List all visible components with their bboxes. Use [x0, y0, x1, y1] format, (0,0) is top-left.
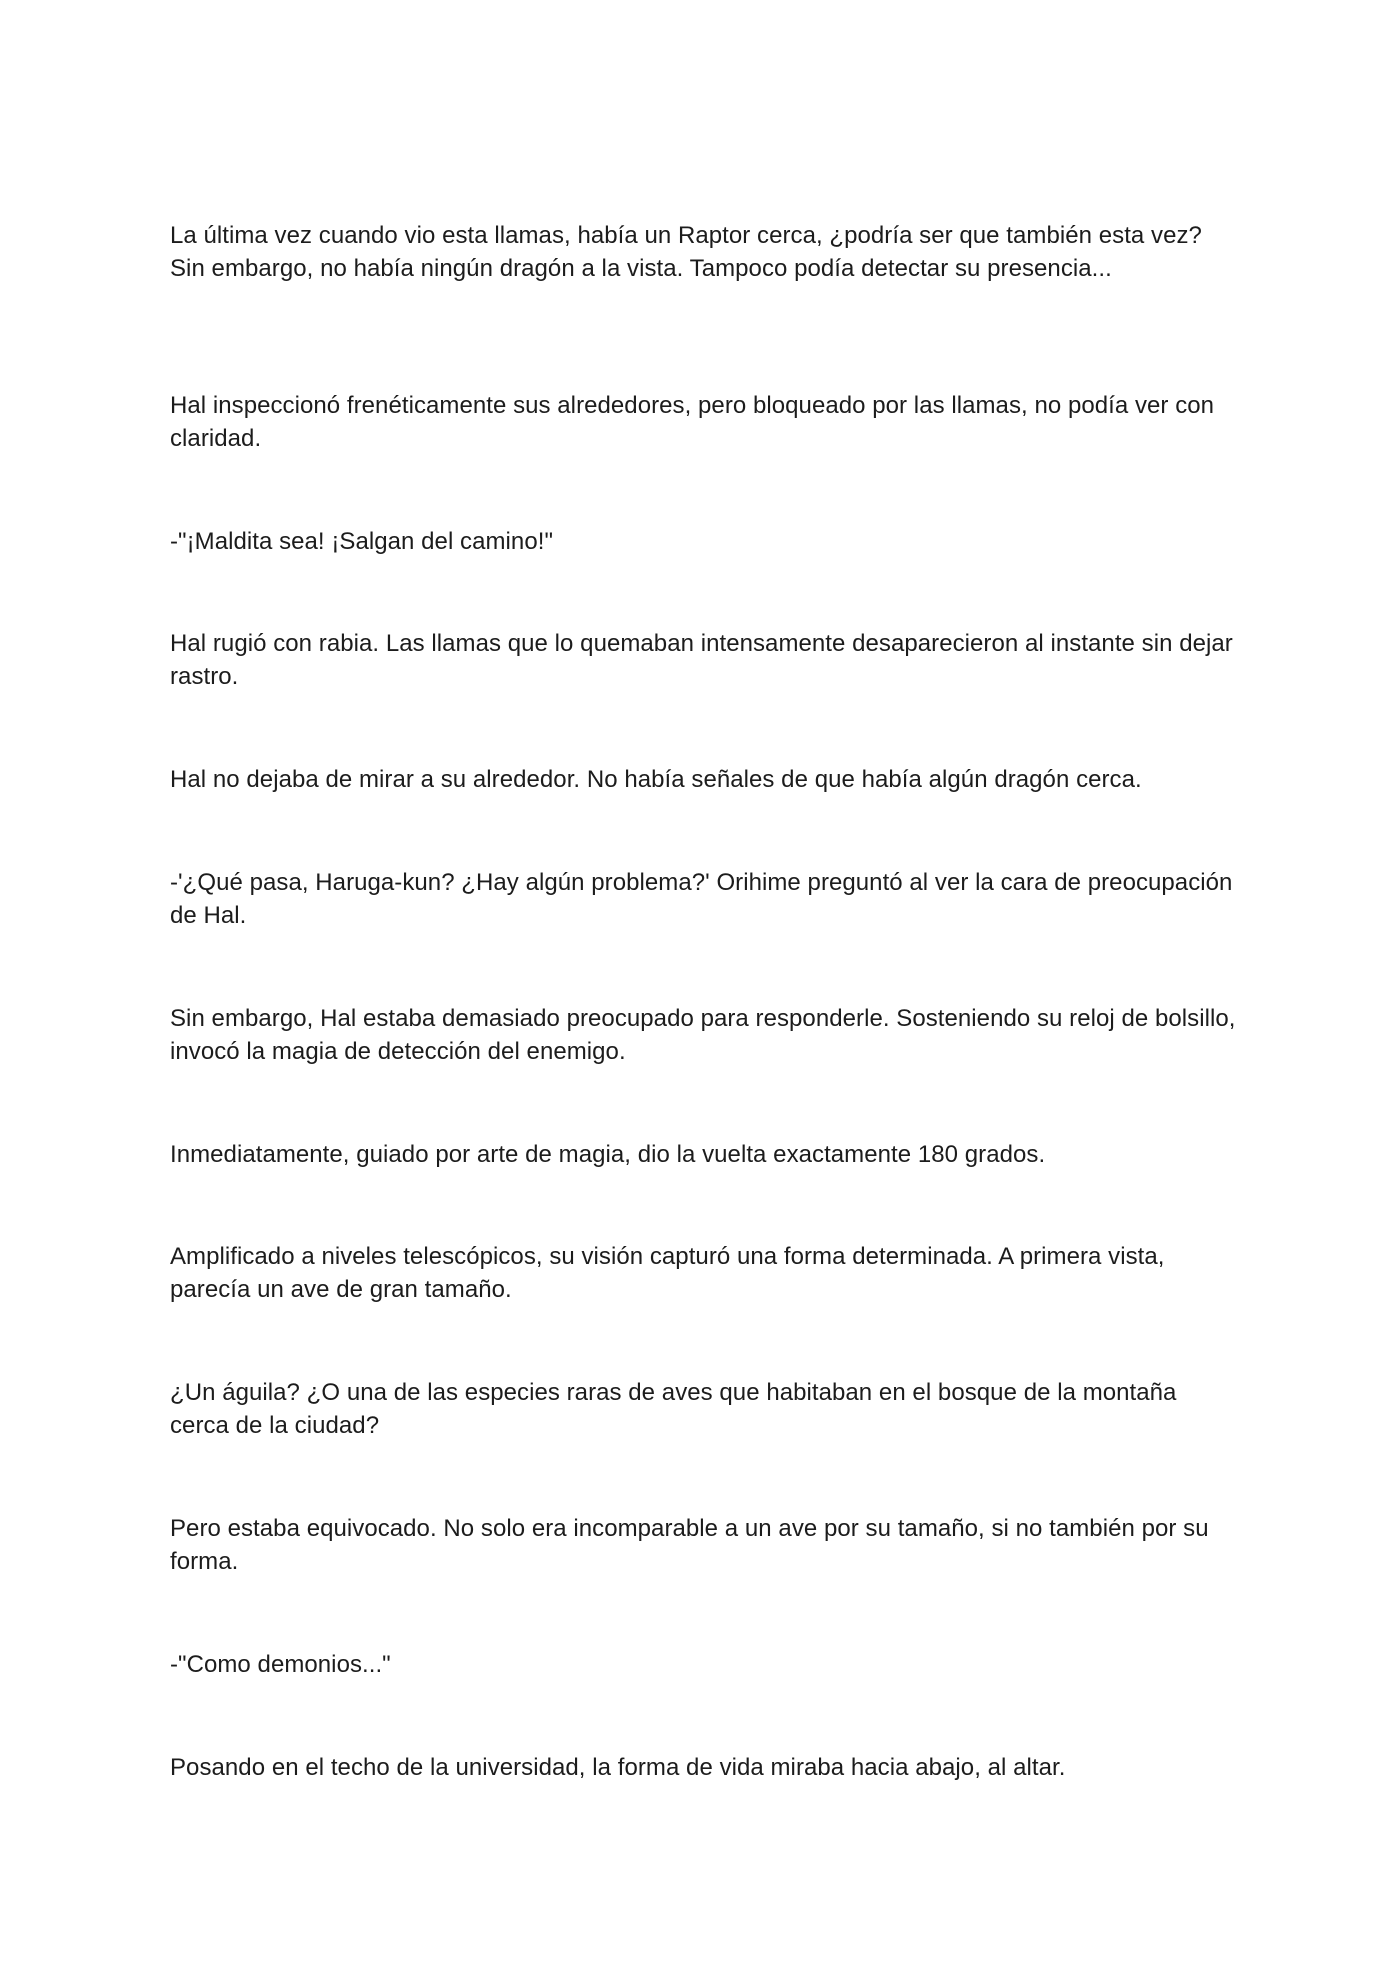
- paragraph-11: Pero estaba equivocado. No solo era incomparable a un ave por su tamaño, si no también por su forma.: [170, 1515, 1209, 1575]
- paragraph-6: -'¿Qué pasa, Haruga-kun? ¿Hay algún problema?' Orihime preguntó al ver la cara de preocupación de Hal.: [170, 869, 1233, 929]
- paragraph-3: -"¡Maldita sea! ¡Salgan del camino!": [170, 528, 554, 555]
- paragraph-1: La última vez cuando vio esta llamas, había un Raptor cerca, ¿podría ser que también esta vez? Sin embargo, no había ningún dragón a la vista. Tampoco podía detectar su presencia...: [170, 222, 1202, 282]
- paragraph-4: Hal rugió con rabia. Las llamas que lo quemaban intensamente desaparecieron al instante sin dejar rastro.: [170, 630, 1233, 690]
- paragraph-12: -"Como demonios...": [170, 1651, 391, 1678]
- paragraph-10: ¿Un águila? ¿O una de las especies raras de aves que habitaban en el bosque de la montaña cerca de la ciudad?: [170, 1379, 1177, 1439]
- paragraph-7: Sin embargo, Hal estaba demasiado preocupado para responderle. Sosteniendo su reloj de bolsillo, invocó la magia de detección del enemigo.: [170, 1005, 1236, 1065]
- paragraph-5: Hal no dejaba de mirar a su alrededor. No había señales de que había algún dragón cerca.: [170, 766, 1142, 793]
- paragraph-13: Posando en el techo de la universidad, la forma de vida miraba hacia abajo, al altar.: [170, 1754, 1066, 1781]
- paragraph-9: Amplificado a niveles telescópicos, su visión capturó una forma determinada. A primera vista, parecía un ave de gran tamaño.: [170, 1243, 1165, 1303]
- paragraph-2: Hal inspeccionó frenéticamente sus alrededores, pero bloqueado por las llamas, no podía ver con claridad.: [170, 392, 1215, 452]
- paragraph-8: Inmediatamente, guiado por arte de magia, dio la vuelta exactamente 180 grados.: [170, 1141, 1046, 1168]
